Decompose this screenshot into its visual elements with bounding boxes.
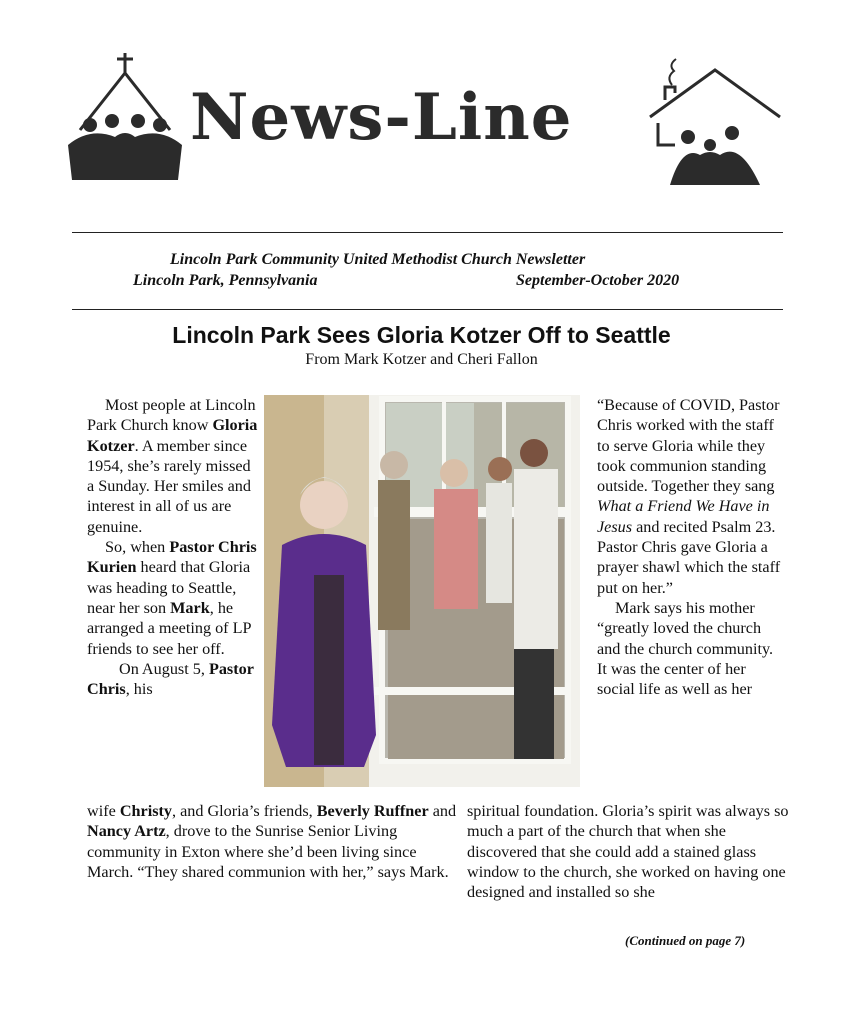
article-headline: Lincoln Park Sees Gloria Kotzer Off to Seattle [172,322,671,348]
paragraph-5-rest: spiritual foundation. Gloria’s spirit was always so much a part of the church that when she discovered that she could add a stained glass window to the church, she worked on having one designed and installed so she [467,802,789,902]
article-column-right [597,395,782,699]
issue-date: September-October 2020 [516,272,680,289]
paragraph-5-start: Mark says his mother “greatly loved the church and the church community. It was the center of her social life as well as her [597,598,774,699]
top-rule [72,232,783,233]
article-column-left-wide [87,801,459,882]
article-byline: From Mark Kotzer and Cheri Fallon [305,351,538,368]
paragraph-1: Most people at Lincoln Park Church know Gloria Kotzer. A member since 1954, she’s rarely missed a Sunday. Her smiles and interest in all of us are genuine. [87,396,258,536]
family-figures-right-icon [670,126,760,185]
bottom-rule [72,309,783,310]
article-column-left [87,395,259,699]
continued-note: (Continued on page 7) [625,933,746,948]
newsletter-subtitle: Lincoln Park Community United Methodist Church Newsletter [170,251,586,268]
paragraph-2: So, when Pastor Chris Kurien heard that Gloria was heading to Seattle, near her son Mark, he arranged a meeting of LP friends to see her off. [87,538,257,658]
paragraph-3-rest: wife Christy, and Gloria’s friends, Beverly Ruffner and Nancy Artz, drove to the Sunrise Senior Living community in Exton where she’d been living since March. “They shared communion with her,” says Mark. [87,802,457,881]
location: Lincoln Park, Pennsylvania [133,272,318,289]
article-column-right-wide [467,801,797,902]
house-icon [650,59,780,145]
article-photo [264,395,580,787]
family-figures-icon [68,114,182,180]
paragraph-4: “Because of COVID, Pastor Chris worked with the staff to serve Gloria while they took communion standing outside. Together they sang What a Friend We Have in Jesus and recited Psalm 23. Pastor Chris gave Gloria a prayer shawl which the staff put on her.” [597,396,781,597]
masthead-title: News-Line [190,80,573,155]
paragraph-3-start: On August 5, Pastor Chris, his [87,659,254,699]
church-cross-icon [80,53,170,130]
